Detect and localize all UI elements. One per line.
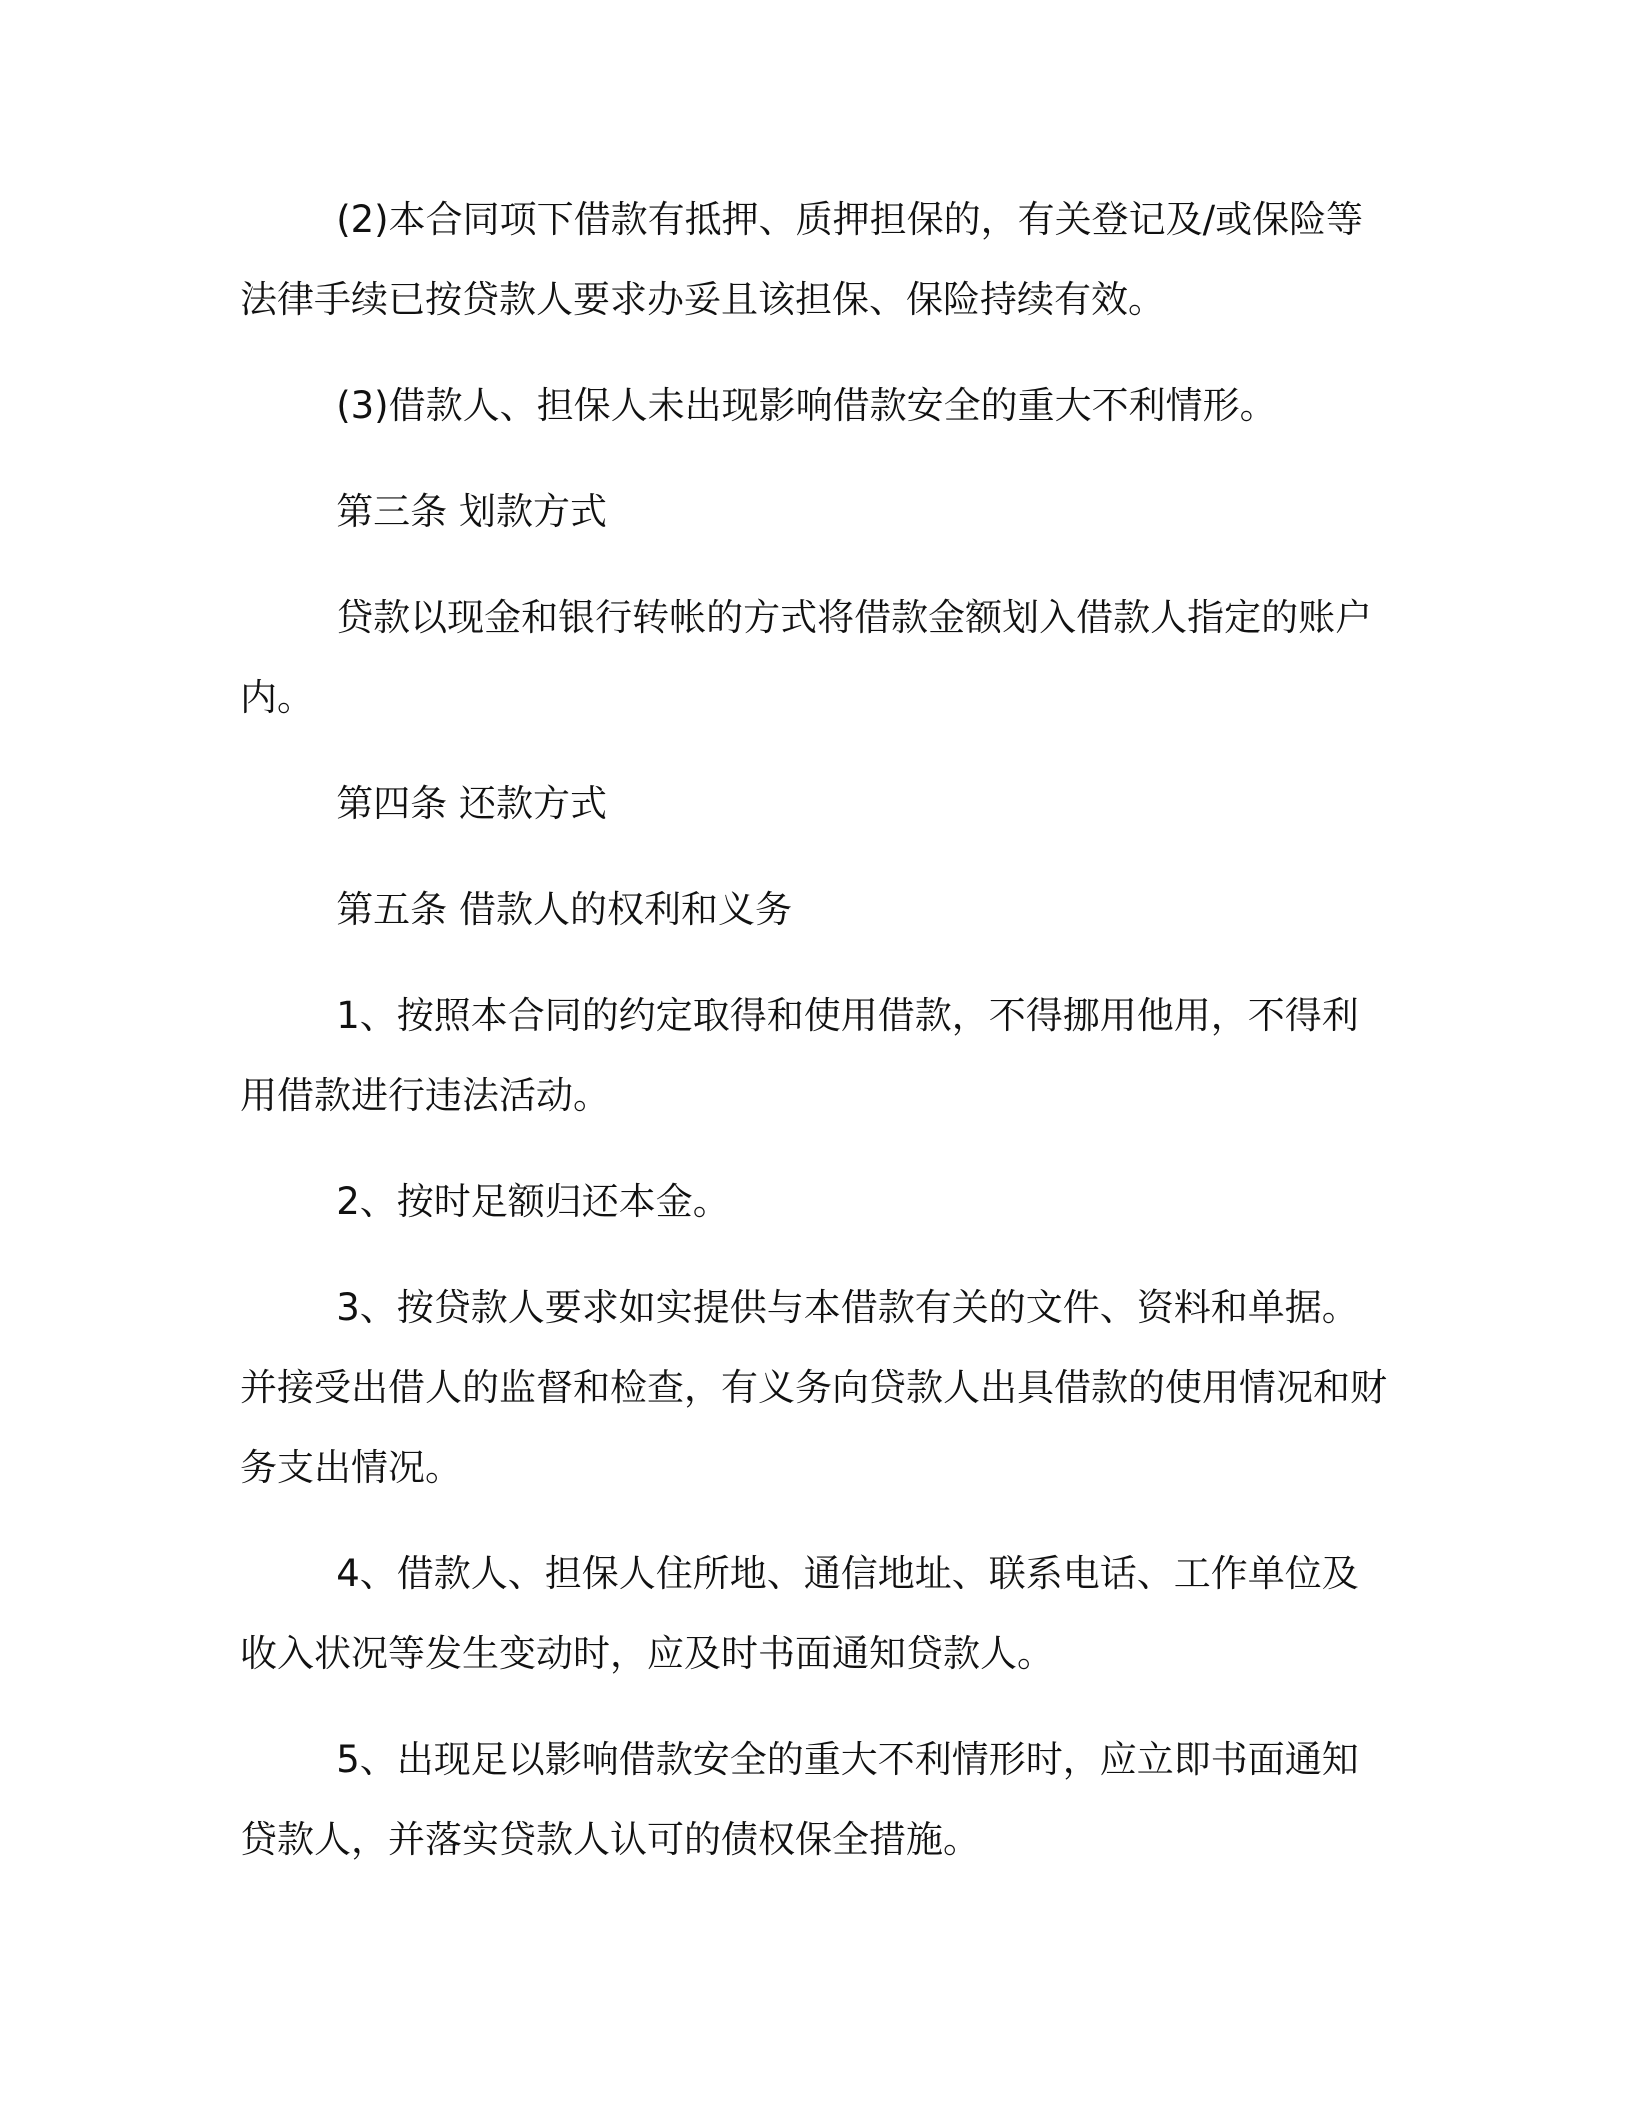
- article-5-heading: 第五条 借款人的权利和义务: [336, 888, 792, 931]
- article-3-heading: 第三条 划款方式: [336, 490, 607, 533]
- article-4-heading: 第四条 还款方式: [336, 782, 607, 825]
- paragraph-clause-2-2: (2)本合同项下借款有抵押、质押担保的，有关登记及/或保险等法律手续已按贷款人要求办妥且该担保、保险持续有效。: [240, 198, 1364, 321]
- paragraph-article-3-body: 贷款以现金和银行转帐的方式将借款金额划入借款人指定的账户内。: [240, 596, 1373, 719]
- document-page: [240, 180, 1390, 1906]
- paragraph-article-5-item-1: 1、按照本合同的约定取得和使用借款，不得挪用他用，不得利用借款进行违法活动。: [240, 994, 1359, 1117]
- paragraph-article-5-item-5: 5、出现足以影响借款安全的重大不利情形时，应立即书面通知贷款人，并落实贷款人认可的债权保全措施。: [240, 1738, 1359, 1861]
- paragraph-article-5-item-4: 4、借款人、担保人住所地、通信地址、联系电话、工作单位及收入状况等发生变动时，应及时书面通知贷款人。: [240, 1552, 1359, 1675]
- paragraph-article-5-item-3: 3、按贷款人要求如实提供与本借款有关的文件、资料和单据。并接受出借人的监督和检查，有义务向贷款人出具借款的使用情况和财务支出情况。: [240, 1286, 1387, 1489]
- paragraph-article-5-item-2: 2、按时足额归还本金。: [336, 1180, 730, 1223]
- paragraph-clause-2-3: (3)借款人、担保人未出现影响借款安全的重大不利情形。: [336, 384, 1277, 427]
